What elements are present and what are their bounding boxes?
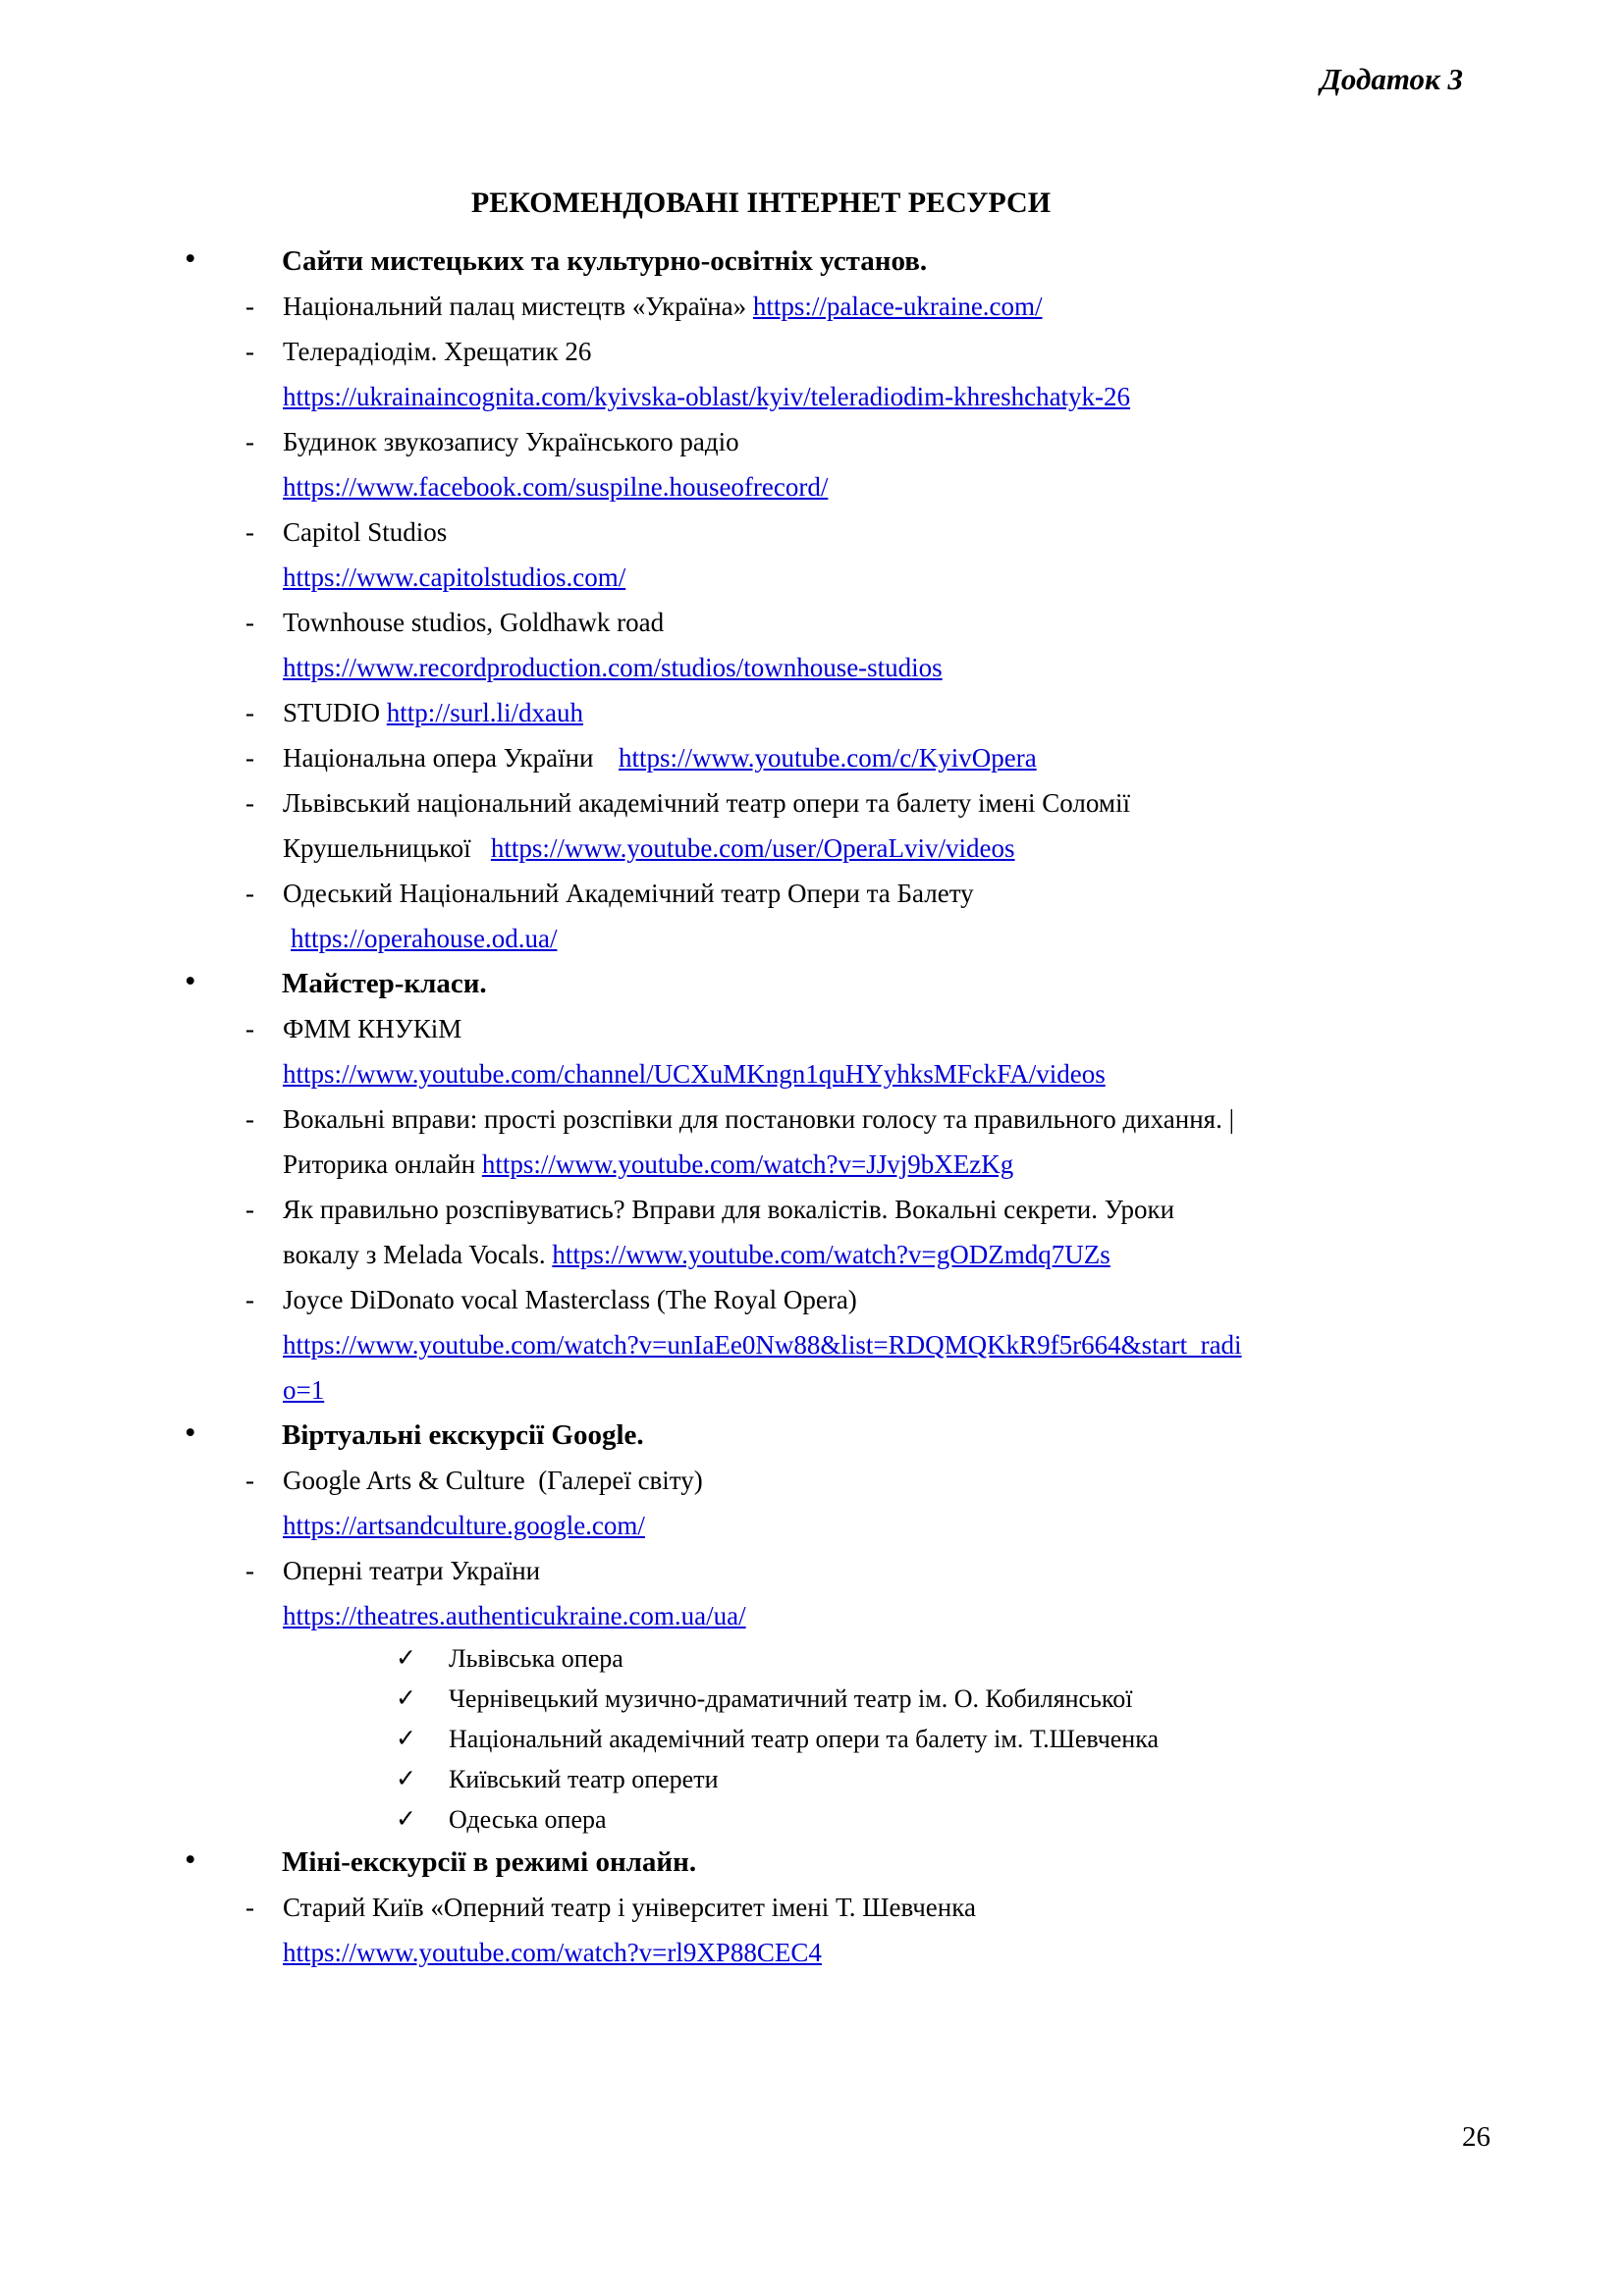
list-item [0, 690, 1624, 735]
page-number: 26 [1462, 2121, 1490, 2153]
list-item [0, 1096, 1624, 1187]
appendix-label: Додаток 3 [1320, 62, 1463, 96]
item-link[interactable]: https://www.youtube.com/watch?v=JJvj9bXEzKg [481, 1149, 1014, 1179]
item-link[interactable]: https://www.capitolstudios.com/ [283, 562, 626, 592]
dash-icon: - [245, 879, 254, 908]
link-line: o=1 [283, 1375, 325, 1405]
item-text: Національна опера України [283, 743, 607, 773]
item-link[interactable]: https://ukrainaincognita.com/kyivska-oblast/kyiv/teleradiodim-khreshchatyk-26 [283, 382, 1131, 411]
dash-icon: - [245, 427, 254, 456]
check-icon: ✓ [396, 1766, 416, 1792]
section-heading-row [0, 961, 1624, 1006]
item-link[interactable]: https://www.youtube.com/watch?v=gODZmdq7UZs [552, 1240, 1110, 1269]
item-text: Крушельницької [283, 833, 491, 863]
list-item [0, 1006, 1624, 1096]
item-link[interactable]: https://www.youtube.com/c/KyivOpera [619, 743, 1037, 773]
item-link[interactable]: https://theatres.authenticukraine.com.ua/ua/ [283, 1601, 746, 1630]
item-text: Національний палац мистецтв «Україна» [283, 292, 753, 321]
dash-icon: - [245, 1285, 254, 1314]
check-icon: ✓ [396, 1806, 416, 1833]
link-line: https://www.youtube.com/watch?v=unIaEe0Nw88&list=RDQMQKkR9f5r664&start_radi [283, 1330, 1242, 1360]
item-text: Як правильно розспівуватись? Вправи для вокалістів. Вокальні секрети. Уроки [283, 1195, 1175, 1224]
check-list-item [0, 1799, 1624, 1840]
check-list-item [0, 1679, 1624, 1719]
section-google-tours [0, 1413, 1624, 1840]
list-item [0, 871, 1624, 961]
dash-icon: - [245, 608, 254, 637]
item-text: ФММ КНУКіМ [283, 1014, 462, 1043]
item-text: вокалу з Melada Vocals. [283, 1240, 553, 1269]
section-sites [0, 239, 1624, 961]
item-text: Одеський Національний Академічний театр Опери та Балету [283, 879, 974, 908]
item-text: Телерадіодім. Хрещатик 26 [283, 337, 592, 366]
dash-icon: - [245, 698, 254, 727]
item-text: Старий Київ «Оперний театр і університет імені Т. Шевченка [283, 1893, 976, 1922]
item-link[interactable]: http://surl.li/dxauh [386, 698, 583, 727]
bullet-icon: • [185, 964, 196, 999]
section-heading: Віртуальні екскурсії Google. [282, 1419, 644, 1451]
item-text: Львівський національний академічний театр опери та балету імені Соломії [283, 788, 1130, 818]
item-link[interactable]: https://www.youtube.com/channel/UCXuMKngn1quHYyhksMFckFA/videos [283, 1059, 1106, 1089]
section-heading-row [0, 1413, 1624, 1458]
item-text: Риторика онлайн [283, 1149, 482, 1179]
item-link[interactable]: https://www.recordproduction.com/studios/townhouse-studios [283, 653, 943, 682]
list-item [0, 1548, 1624, 1638]
list-item [0, 509, 1624, 600]
list-item [0, 284, 1624, 329]
item-text: Joyce DiDonato vocal Masterclass (The Royal Opera) [283, 1285, 857, 1314]
dash-icon: - [245, 337, 254, 366]
check-list-item [0, 1638, 1624, 1679]
section-masterclasses [0, 961, 1624, 1413]
dash-icon: - [245, 1195, 254, 1224]
section-heading: Сайти мистецьких та культурно-освітніх установ. [282, 245, 928, 277]
item-link[interactable]: https://operahouse.od.ua/ [291, 924, 558, 953]
dash-icon: - [245, 1466, 254, 1495]
item-link[interactable]: https://artsandculture.google.com/ [283, 1511, 645, 1540]
item-text: Оперні театри України [283, 1556, 541, 1585]
item-text: Townhouse studios, Goldhawk road [283, 608, 665, 637]
item-link[interactable]: https://www.facebook.com/suspilne.houseofrecord/ [283, 472, 829, 502]
list-item [0, 329, 1624, 419]
dash-icon: - [245, 1014, 254, 1043]
item-text: Capitol Studios [283, 517, 448, 547]
section-heading-row [0, 1840, 1624, 1885]
section-mini-tours [0, 1840, 1624, 1975]
item-link[interactable]: https://www.youtube.com/user/OperaLviv/videos [490, 833, 1015, 863]
dash-icon: - [245, 1893, 254, 1922]
list-item [0, 419, 1624, 509]
dash-icon: - [245, 743, 254, 773]
check-icon: ✓ [396, 1726, 416, 1752]
bullet-icon: • [185, 1415, 196, 1451]
section-heading: Міні-екскурсії в режимі онлайн. [282, 1846, 697, 1878]
section-heading-row [0, 239, 1624, 284]
dash-icon: - [245, 517, 254, 547]
item-text: Google Arts & Culture (Галереї світу) [283, 1466, 703, 1495]
list-item [0, 1187, 1624, 1277]
check-icon: ✓ [396, 1685, 416, 1712]
dash-icon: - [245, 1104, 254, 1134]
check-list-item [0, 1719, 1624, 1759]
item-link[interactable] [283, 1330, 1242, 1405]
list-item [0, 1277, 1624, 1413]
bullet-icon: • [185, 241, 196, 277]
item-text: Національний академічний театр опери та балету ім. Т.Шевченка [449, 1725, 1159, 1753]
item-text: Львівська опера [449, 1644, 623, 1673]
list-item [0, 780, 1624, 871]
item-text: Будинок звукозапису Українського радіо [283, 427, 739, 456]
item-link[interactable]: https://www.youtube.com/watch?v=rl9XP88CEC4 [283, 1938, 822, 1967]
list-item [0, 735, 1624, 780]
list-item [0, 1885, 1624, 1975]
item-text: Одеська опера [449, 1805, 607, 1834]
item-text: Чернівецький музично-драматичний театр ім. О. Кобилянської [449, 1684, 1133, 1713]
section-heading: Майстер-класи. [282, 968, 487, 999]
dash-icon: - [245, 1556, 254, 1585]
bullet-icon: • [185, 1842, 196, 1878]
list-item [0, 600, 1624, 690]
dash-icon: - [245, 788, 254, 818]
check-icon: ✓ [396, 1645, 416, 1672]
item-text: Київський театр оперети [449, 1765, 719, 1793]
item-text: Вокальні вправи: прості розспівки для постановки голосу та правильного дихання. | [283, 1104, 1234, 1134]
page-title: РЕКОМЕНДОВАНІ ІНТЕРНЕТ РЕСУРСИ [470, 187, 1052, 219]
item-text: STUDIO [283, 698, 387, 727]
dash-icon: - [245, 292, 254, 321]
item-link[interactable]: https://palace-ukraine.com/ [752, 292, 1043, 321]
check-list-item [0, 1759, 1624, 1799]
list-item [0, 1458, 1624, 1548]
